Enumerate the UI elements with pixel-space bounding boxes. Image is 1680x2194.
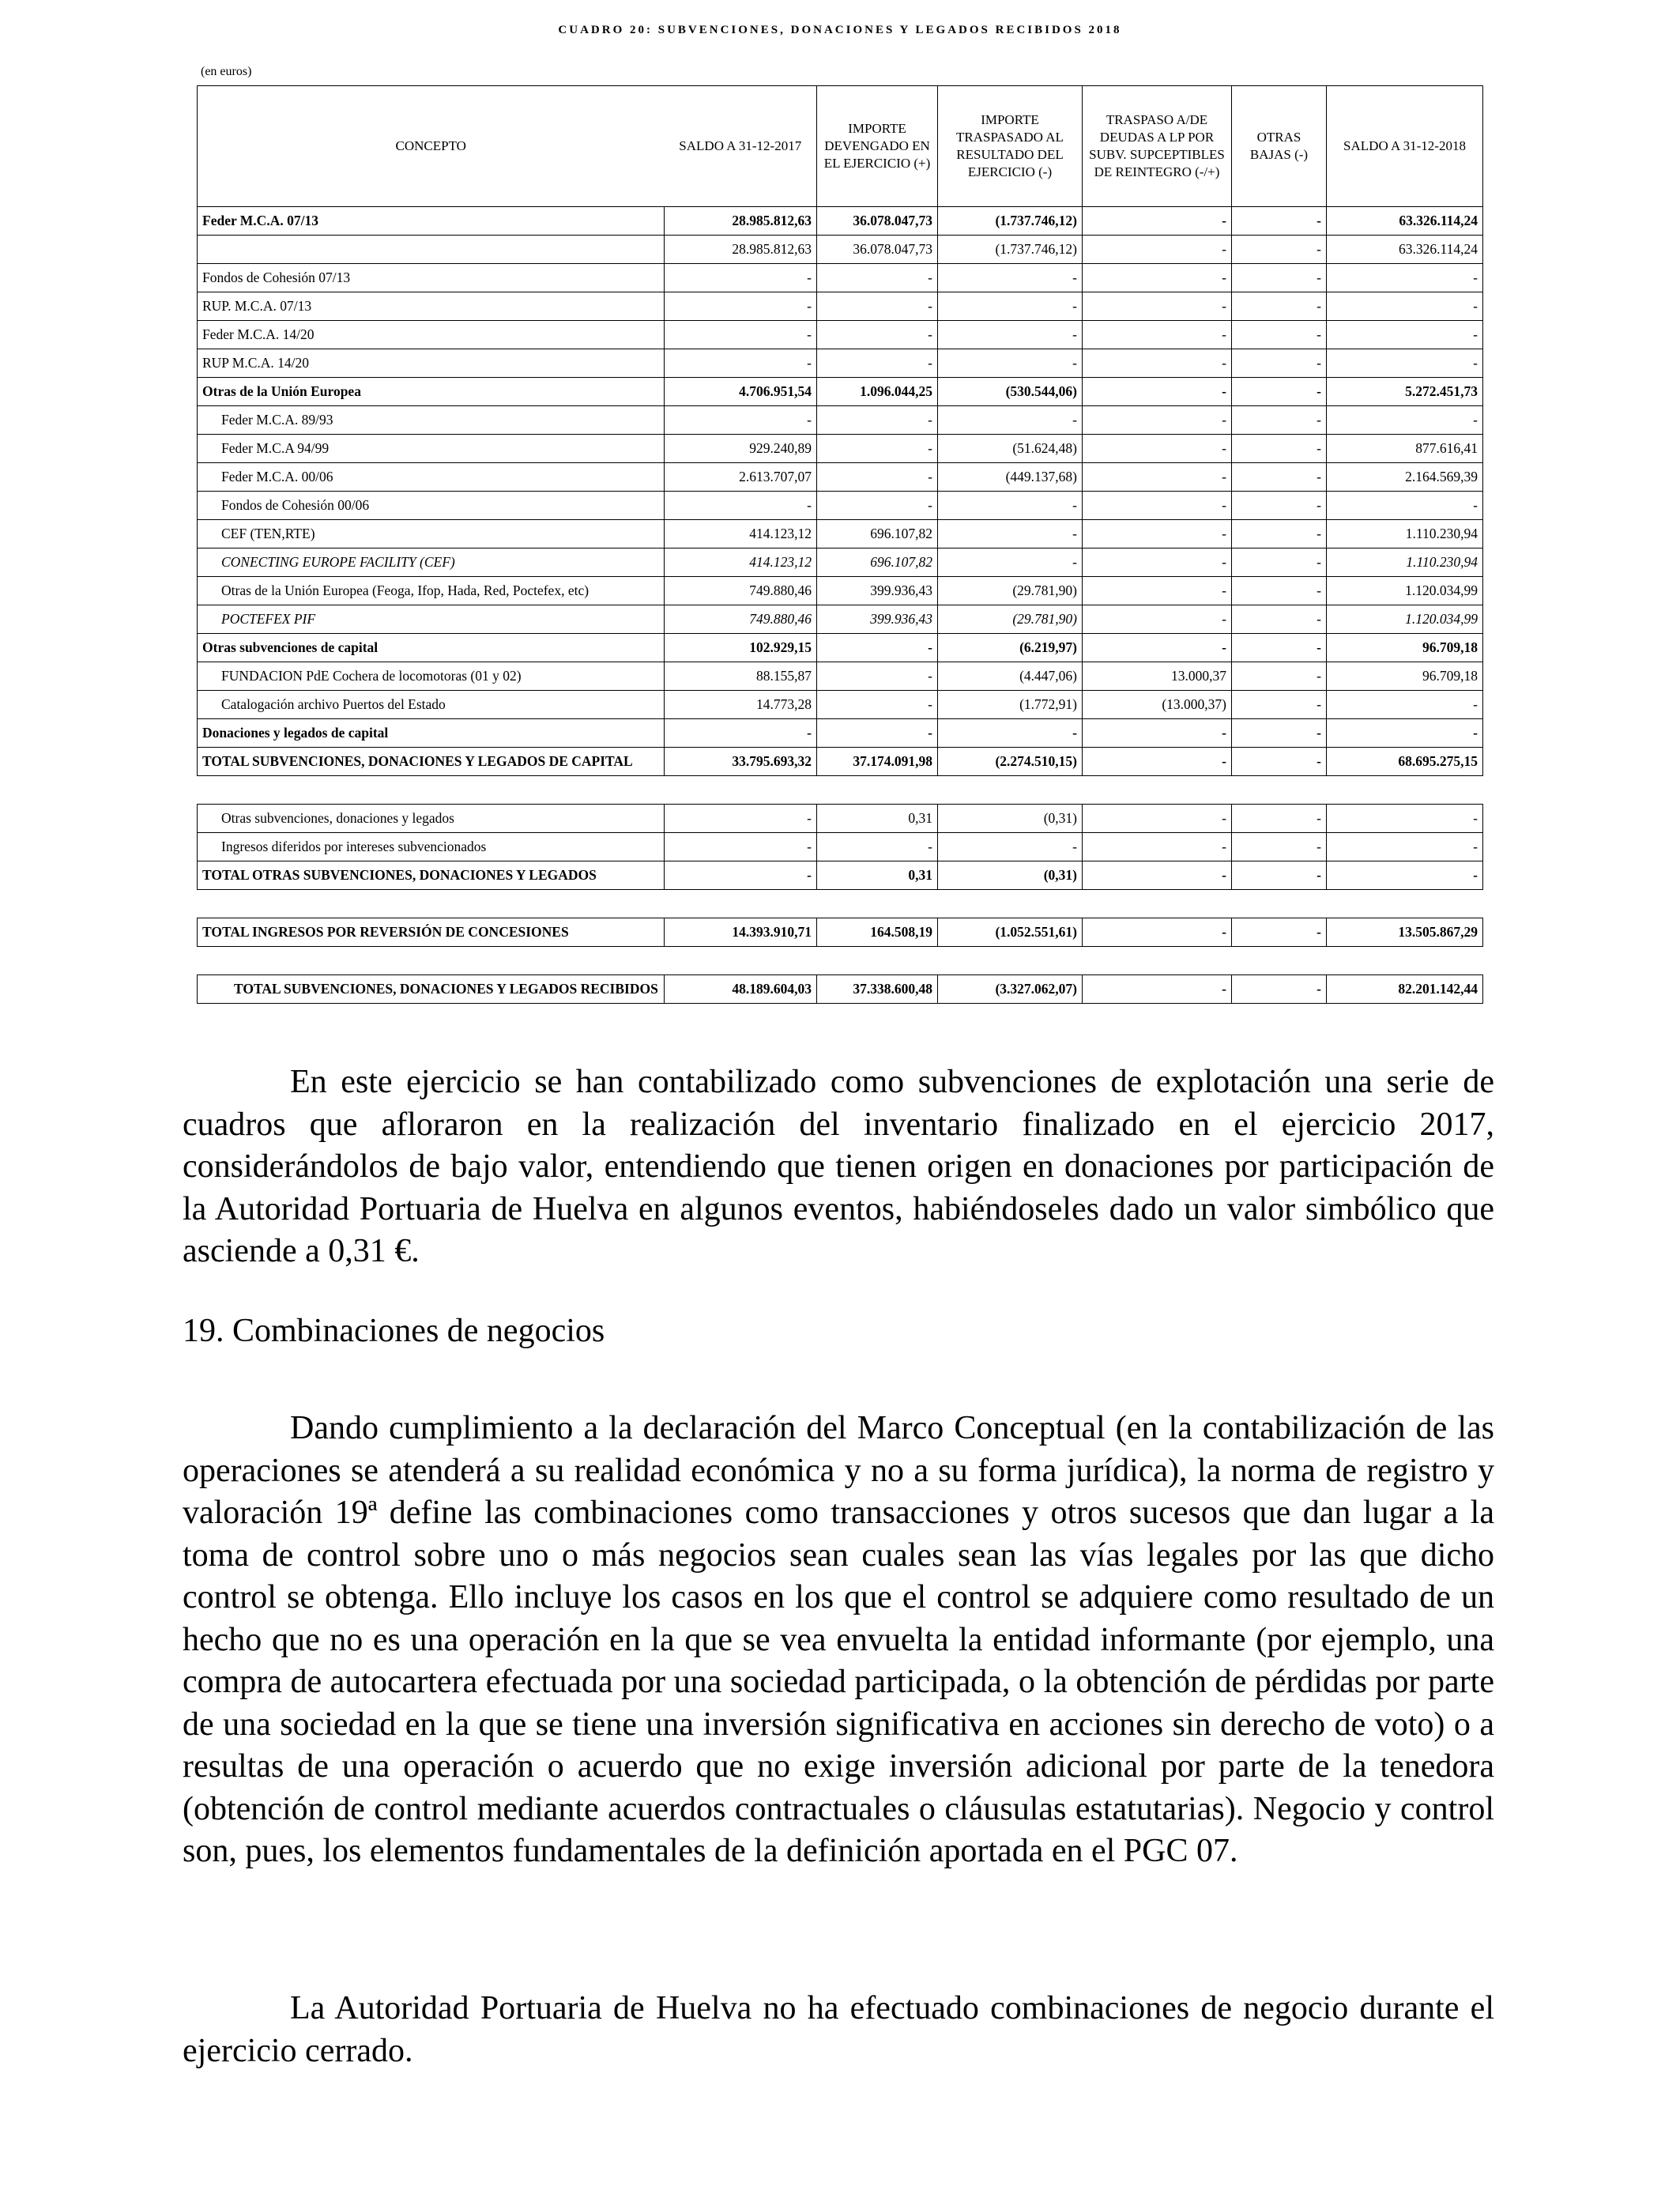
table-spacer bbox=[198, 776, 1483, 805]
value-cell: - bbox=[1232, 548, 1327, 577]
value-cell: - bbox=[817, 634, 938, 662]
value-cell: - bbox=[1232, 748, 1327, 776]
value-cell: - bbox=[1083, 264, 1232, 292]
value-cell: - bbox=[1232, 691, 1327, 719]
value-cell: - bbox=[1232, 435, 1327, 463]
value-cell: (0,31) bbox=[938, 861, 1083, 890]
value-cell: - bbox=[1232, 605, 1327, 634]
value-cell: - bbox=[1327, 861, 1483, 890]
value-cell: - bbox=[1232, 861, 1327, 890]
value-cell: 414.123,12 bbox=[665, 520, 817, 548]
value-cell: - bbox=[938, 833, 1083, 861]
value-cell: - bbox=[1232, 634, 1327, 662]
value-cell: - bbox=[1083, 975, 1232, 1004]
value-cell: 0,31 bbox=[817, 805, 938, 833]
value-cell: - bbox=[1327, 349, 1483, 378]
table-row bbox=[198, 321, 1483, 349]
value-cell: - bbox=[1327, 691, 1483, 719]
table-spacer bbox=[198, 890, 1483, 918]
table-row bbox=[198, 492, 1483, 520]
value-cell: - bbox=[1232, 406, 1327, 435]
value-cell: 102.929,15 bbox=[665, 634, 817, 662]
value-cell: - bbox=[817, 691, 938, 719]
value-cell: 13.000,37 bbox=[1083, 662, 1232, 691]
value-cell: - bbox=[1232, 349, 1327, 378]
table-row bbox=[198, 691, 1483, 719]
value-cell: 63.326.114,24 bbox=[1327, 207, 1483, 236]
column-header: TRASPASO A/DE DEUDAS A LP POR SUBV. SUPCEPTIBLES DE REINTEGRO (-/+) bbox=[1083, 86, 1232, 207]
value-cell: - bbox=[1083, 207, 1232, 236]
value-cell: 1.120.034,99 bbox=[1327, 605, 1483, 634]
value-cell: 28.985.812,63 bbox=[665, 236, 817, 264]
value-cell: - bbox=[1232, 321, 1327, 349]
table-row bbox=[198, 634, 1483, 662]
value-cell: - bbox=[665, 861, 817, 890]
value-cell: - bbox=[1232, 975, 1327, 1004]
paragraph-text: La Autoridad Portuaria de Huelva no ha efectuado combinaciones de negocio durante el ejercicio cerrado. bbox=[183, 1990, 1494, 2069]
row-label-cell: POCTEFEX PIF bbox=[198, 605, 665, 634]
table-row bbox=[198, 349, 1483, 378]
subsidies-table bbox=[197, 85, 1483, 1004]
paragraph-business-combinations bbox=[183, 1408, 1494, 1873]
value-cell: 36.078.047,73 bbox=[817, 207, 938, 236]
value-cell: (29.781,90) bbox=[938, 605, 1083, 634]
value-cell: 68.695.275,15 bbox=[1327, 748, 1483, 776]
row-label-cell: CEF (TEN,RTE) bbox=[198, 520, 665, 548]
value-cell: 749.880,46 bbox=[665, 605, 817, 634]
value-cell: - bbox=[1232, 805, 1327, 833]
table-row bbox=[198, 748, 1483, 776]
value-cell: - bbox=[817, 463, 938, 492]
value-cell: - bbox=[1327, 264, 1483, 292]
value-cell: 1.110.230,94 bbox=[1327, 520, 1483, 548]
value-cell: 414.123,12 bbox=[665, 548, 817, 577]
row-label-cell: Ingresos diferidos por intereses subvencionados bbox=[198, 833, 665, 861]
row-label-cell: TOTAL INGRESOS POR REVERSIÓN DE CONCESIONES bbox=[198, 918, 665, 947]
row-label-cell: RUP. M.C.A. 07/13 bbox=[198, 292, 665, 321]
value-cell: - bbox=[665, 349, 817, 378]
table-row bbox=[198, 805, 1483, 833]
row-label-cell: Feder M.C.A 94/99 bbox=[198, 435, 665, 463]
table-row bbox=[198, 463, 1483, 492]
value-cell: (51.624,48) bbox=[938, 435, 1083, 463]
value-cell: (1.737.746,12) bbox=[938, 236, 1083, 264]
row-label-cell: Otras de la Unión Europea bbox=[198, 378, 665, 406]
table-row bbox=[198, 207, 1483, 236]
value-cell: - bbox=[1083, 435, 1232, 463]
value-cell: 4.706.951,54 bbox=[665, 378, 817, 406]
table-row bbox=[198, 605, 1483, 634]
value-cell: - bbox=[817, 662, 938, 691]
row-label-cell: TOTAL SUBVENCIONES, DONACIONES Y LEGADOS RECIBIDOS bbox=[198, 975, 665, 1004]
value-cell: 82.201.142,44 bbox=[1327, 975, 1483, 1004]
row-label-cell: Feder M.C.A. 07/13 bbox=[198, 207, 665, 236]
value-cell: 88.155,87 bbox=[665, 662, 817, 691]
value-cell: 48.189.604,03 bbox=[665, 975, 817, 1004]
value-cell: 1.096.044,25 bbox=[817, 378, 938, 406]
value-cell: 37.338.600,48 bbox=[817, 975, 938, 1004]
value-cell: 96.709,18 bbox=[1327, 662, 1483, 691]
value-cell: - bbox=[1083, 634, 1232, 662]
value-cell: - bbox=[1083, 520, 1232, 548]
value-cell: - bbox=[1327, 719, 1483, 748]
value-cell: 14.393.910,71 bbox=[665, 918, 817, 947]
value-cell: 929.240,89 bbox=[665, 435, 817, 463]
value-cell: - bbox=[1083, 321, 1232, 349]
value-cell: - bbox=[1232, 662, 1327, 691]
value-cell: 1.120.034,99 bbox=[1327, 577, 1483, 605]
section-heading: 19. Combinaciones de negocios bbox=[183, 1313, 605, 1349]
value-cell: (13.000,37) bbox=[1083, 691, 1232, 719]
value-cell: 399.936,43 bbox=[817, 605, 938, 634]
value-cell: - bbox=[1232, 918, 1327, 947]
table-row bbox=[198, 975, 1483, 1004]
value-cell: 37.174.091,98 bbox=[817, 748, 938, 776]
value-cell: 28.985.812,63 bbox=[665, 207, 817, 236]
value-cell: - bbox=[1083, 605, 1232, 634]
value-cell: - bbox=[665, 321, 817, 349]
value-cell: - bbox=[938, 292, 1083, 321]
value-cell: - bbox=[817, 719, 938, 748]
table-row bbox=[198, 577, 1483, 605]
value-cell: - bbox=[1232, 492, 1327, 520]
value-cell: 399.936,43 bbox=[817, 577, 938, 605]
row-label-cell: TOTAL OTRAS SUBVENCIONES, DONACIONES Y LEGADOS bbox=[198, 861, 665, 890]
value-cell: - bbox=[665, 264, 817, 292]
value-cell: - bbox=[1232, 264, 1327, 292]
value-cell: - bbox=[1232, 236, 1327, 264]
table-header-row bbox=[198, 86, 1483, 207]
value-cell: - bbox=[817, 264, 938, 292]
value-cell: - bbox=[665, 719, 817, 748]
value-cell: - bbox=[938, 264, 1083, 292]
value-cell: 2.164.569,39 bbox=[1327, 463, 1483, 492]
value-cell: - bbox=[1083, 577, 1232, 605]
row-label-cell: TOTAL SUBVENCIONES, DONACIONES Y LEGADOS DE CAPITAL bbox=[198, 748, 665, 776]
table-spacer bbox=[198, 947, 1483, 975]
value-cell: 696.107,82 bbox=[817, 520, 938, 548]
row-label-cell: Feder M.C.A. 00/06 bbox=[198, 463, 665, 492]
value-cell: (1.737.746,12) bbox=[938, 207, 1083, 236]
table-row bbox=[198, 435, 1483, 463]
value-cell: - bbox=[938, 349, 1083, 378]
row-label-cell: Fondos de Cohesión 00/06 bbox=[198, 492, 665, 520]
value-cell: - bbox=[1327, 292, 1483, 321]
table-row bbox=[198, 406, 1483, 435]
value-cell: - bbox=[1083, 492, 1232, 520]
value-cell: - bbox=[665, 292, 817, 321]
value-cell: - bbox=[938, 719, 1083, 748]
row-label-cell: Otras de la Unión Europea (Feoga, Ifop, Hada, Red, Poctefex, etc) bbox=[198, 577, 665, 605]
value-cell: - bbox=[1083, 292, 1232, 321]
value-cell: - bbox=[1083, 406, 1232, 435]
paragraph-text: En este ejercicio se han contabilizado como subvenciones de explotación una serie de cuadros que afloraron en la realización del inventario finalizado en el ejercicio 2017, considerándolos de bajo valor, entendiendo que tienen origen en donaciones por participación de la Autoridad Portuaria de Huelva en algunos eventos, habiéndoseles dado un valor simbólico que asciende a 0,31 €. bbox=[183, 1064, 1494, 1269]
value-cell: (29.781,90) bbox=[938, 577, 1083, 605]
value-cell: (0,31) bbox=[938, 805, 1083, 833]
value-cell: - bbox=[1232, 378, 1327, 406]
value-cell: - bbox=[938, 321, 1083, 349]
value-cell: - bbox=[938, 548, 1083, 577]
value-cell: - bbox=[1232, 833, 1327, 861]
value-cell: (4.447,06) bbox=[938, 662, 1083, 691]
value-cell: - bbox=[817, 435, 938, 463]
value-cell: - bbox=[1083, 833, 1232, 861]
value-cell: - bbox=[817, 321, 938, 349]
value-cell: 36.078.047,73 bbox=[817, 236, 938, 264]
table-row bbox=[198, 918, 1483, 947]
value-cell: - bbox=[1327, 492, 1483, 520]
value-cell: - bbox=[1083, 378, 1232, 406]
paragraph-subsidies-note bbox=[183, 1061, 1494, 1273]
value-cell: 2.613.707,07 bbox=[665, 463, 817, 492]
value-cell: (3.327.062,07) bbox=[938, 975, 1083, 1004]
value-cell: 696.107,82 bbox=[817, 548, 938, 577]
row-label-cell bbox=[198, 236, 665, 264]
value-cell: - bbox=[1327, 321, 1483, 349]
row-label-cell: RUP M.C.A. 14/20 bbox=[198, 349, 665, 378]
value-cell: - bbox=[817, 406, 938, 435]
value-cell: - bbox=[665, 833, 817, 861]
table-row bbox=[198, 378, 1483, 406]
table-row bbox=[198, 548, 1483, 577]
value-cell: 63.326.114,24 bbox=[1327, 236, 1483, 264]
value-cell: - bbox=[1327, 406, 1483, 435]
table-row bbox=[198, 662, 1483, 691]
table-row bbox=[198, 264, 1483, 292]
paragraph-conclusion bbox=[183, 1988, 1494, 2072]
value-cell: (6.219,97) bbox=[938, 634, 1083, 662]
row-label-cell: Otras subvenciones, donaciones y legados bbox=[198, 805, 665, 833]
value-cell: - bbox=[1083, 748, 1232, 776]
value-cell: - bbox=[1327, 833, 1483, 861]
table-row bbox=[198, 292, 1483, 321]
column-header: SALDO A 31-12-2017 bbox=[665, 86, 817, 207]
value-cell: 14.773,28 bbox=[665, 691, 817, 719]
column-header: OTRAS BAJAS (-) bbox=[1232, 86, 1327, 207]
value-cell: 749.880,46 bbox=[665, 577, 817, 605]
value-cell: (530.544,06) bbox=[938, 378, 1083, 406]
value-cell: - bbox=[1083, 918, 1232, 947]
value-cell: 96.709,18 bbox=[1327, 634, 1483, 662]
value-cell: 164.508,19 bbox=[817, 918, 938, 947]
value-cell: (1.772,91) bbox=[938, 691, 1083, 719]
table-row bbox=[198, 719, 1483, 748]
table-row bbox=[198, 236, 1483, 264]
row-label-cell: Feder M.C.A. 89/93 bbox=[198, 406, 665, 435]
value-cell: 877.616,41 bbox=[1327, 435, 1483, 463]
value-cell: - bbox=[817, 349, 938, 378]
value-cell: 5.272.451,73 bbox=[1327, 378, 1483, 406]
column-header: SALDO A 31-12-2018 bbox=[1327, 86, 1483, 207]
value-cell: - bbox=[1232, 207, 1327, 236]
value-cell: - bbox=[1083, 463, 1232, 492]
value-cell: - bbox=[1083, 861, 1232, 890]
row-label-cell: Catalogación archivo Puertos del Estado bbox=[198, 691, 665, 719]
value-cell: - bbox=[1083, 349, 1232, 378]
value-cell: (1.052.551,61) bbox=[938, 918, 1083, 947]
units-note: (en euros) bbox=[201, 65, 252, 78]
value-cell: - bbox=[938, 492, 1083, 520]
value-cell: - bbox=[1232, 520, 1327, 548]
value-cell: - bbox=[1083, 548, 1232, 577]
column-header: IMPORTE DEVENGADO EN EL EJERCICIO (+) bbox=[817, 86, 938, 207]
value-cell: - bbox=[1083, 805, 1232, 833]
value-cell: 0,31 bbox=[817, 861, 938, 890]
value-cell: - bbox=[817, 492, 938, 520]
table-row bbox=[198, 520, 1483, 548]
value-cell: (449.137,68) bbox=[938, 463, 1083, 492]
value-cell: (2.274.510,15) bbox=[938, 748, 1083, 776]
value-cell: - bbox=[1232, 719, 1327, 748]
value-cell: 13.505.867,29 bbox=[1327, 918, 1483, 947]
value-cell: - bbox=[665, 406, 817, 435]
value-cell: - bbox=[1327, 805, 1483, 833]
row-label-cell: Feder M.C.A. 14/20 bbox=[198, 321, 665, 349]
value-cell: - bbox=[817, 833, 938, 861]
value-cell: - bbox=[938, 520, 1083, 548]
value-cell: - bbox=[1083, 236, 1232, 264]
row-label-cell: CONECTING EUROPE FACILITY (CEF) bbox=[198, 548, 665, 577]
value-cell: 1.110.230,94 bbox=[1327, 548, 1483, 577]
table-row bbox=[198, 833, 1483, 861]
value-cell: - bbox=[1232, 463, 1327, 492]
column-header: CONCEPTO bbox=[198, 86, 665, 207]
value-cell: - bbox=[665, 492, 817, 520]
value-cell: - bbox=[1232, 577, 1327, 605]
row-label-cell: Otras subvenciones de capital bbox=[198, 634, 665, 662]
table-title: CUADRO 20: SUBVENCIONES, DONACIONES Y LEGADOS RECIBIDOS 2018 bbox=[558, 24, 1122, 36]
column-header: IMPORTE TRASPASADO AL RESULTADO DEL EJERCICIO (-) bbox=[938, 86, 1083, 207]
row-label-cell: FUNDACION PdE Cochera de locomotoras (01 y 02) bbox=[198, 662, 665, 691]
row-label-cell: Donaciones y legados de capital bbox=[198, 719, 665, 748]
value-cell: - bbox=[1232, 292, 1327, 321]
row-label-cell: Fondos de Cohesión 07/13 bbox=[198, 264, 665, 292]
paragraph-text: Dando cumplimiento a la declaración del Marco Conceptual (en la contabilización de las operaciones se atenderá a su realidad económica y no a su forma jurídica), la norma de registro y valoración 19ª define las combinaciones como transacciones y otros sucesos que dan lugar a la toma de control sobre uno o más negocios sean cuales sean las vías legales por las que dicho control se obtenga. Ello incluye los casos en los que el control se adquiere como resultado de un hecho que no es una operación en la que se vea envuelta la entidad informante (por ejemplo, una compra de autocartera efectuada por una sociedad participada, o la obtención de pérdidas por parte de una sociedad en la que se tiene una inversión significativa en acciones sin derecho de voto) o a resultas de una operación o acuerdo que no exige inversión adicional por parte de la tenedora (obtención de control mediante acuerdos contractuales o cláusulas estatutarias). Negocio y control son, pues, los elementos fundamentales de la definición aportada en el PGC 07. bbox=[183, 1410, 1494, 1869]
value-cell: - bbox=[817, 292, 938, 321]
table-row bbox=[198, 861, 1483, 890]
value-cell: - bbox=[665, 805, 817, 833]
value-cell: 33.795.693,32 bbox=[665, 748, 817, 776]
value-cell: - bbox=[938, 406, 1083, 435]
value-cell: - bbox=[1083, 719, 1232, 748]
